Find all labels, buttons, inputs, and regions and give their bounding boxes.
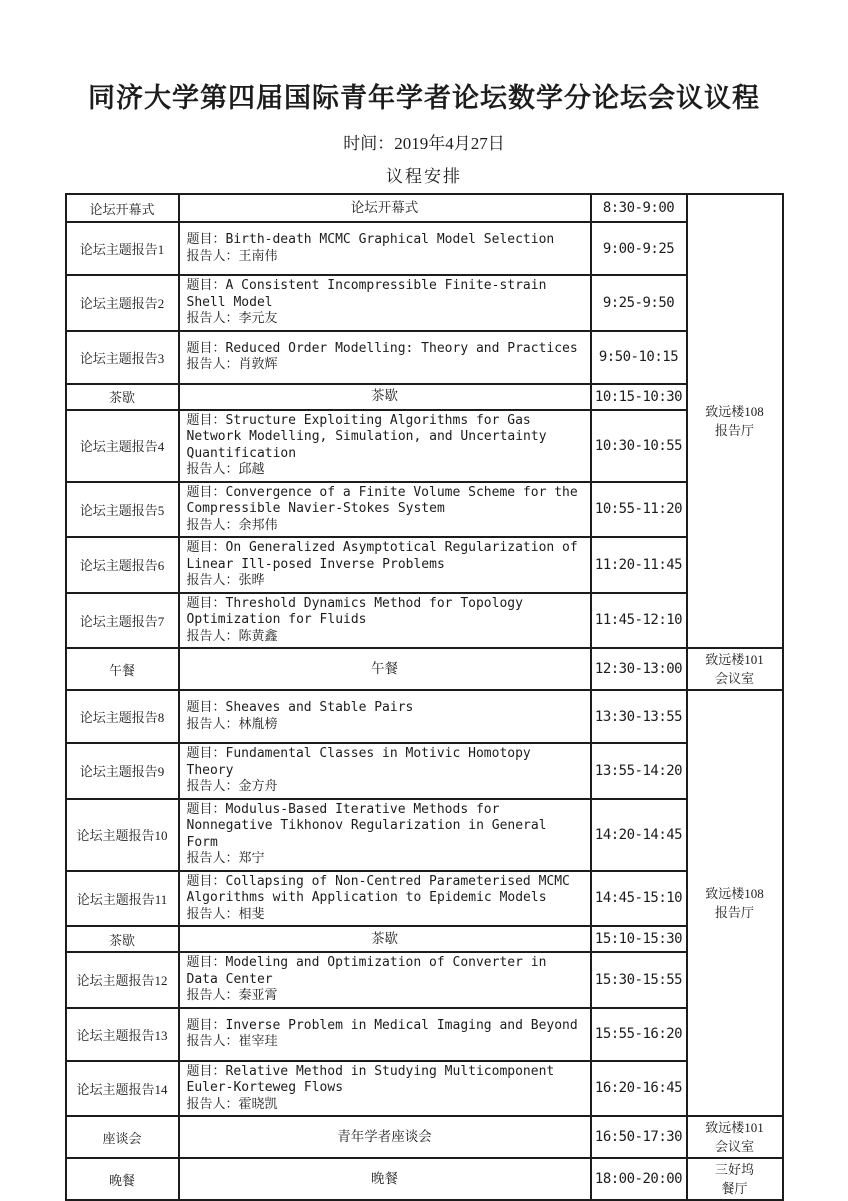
talk-topic <box>187 413 583 463</box>
time-cell: 14:20-14:45 <box>591 799 687 871</box>
topic-label: 题目： <box>186 484 226 500</box>
talk-topic <box>187 1018 583 1035</box>
table-row-talk-2 <box>66 275 783 331</box>
location-line2: 报告厅 <box>714 423 754 438</box>
talk-topic <box>187 232 583 249</box>
talk-speaker <box>187 851 583 868</box>
topic-text: Convergence of a Finite Volume Scheme for the Compressible Navier-Stokes System <box>186 484 578 516</box>
speaker-label: 报告人： <box>186 248 239 264</box>
table-row-opening <box>66 194 783 222</box>
content-cell <box>179 1008 591 1061</box>
talk-speaker <box>187 779 583 796</box>
table-row-talk-14 <box>66 1061 783 1117</box>
topic-label: 题目： <box>186 1063 226 1079</box>
session-cell: 论坛主题报告2 <box>66 275 179 331</box>
talk-topic <box>187 746 583 779</box>
location-cell-lunch <box>687 648 783 690</box>
content-cell <box>179 871 591 927</box>
content-cell: 青年学者座谈会 <box>179 1116 591 1158</box>
content-cell <box>179 482 591 538</box>
session-cell: 午餐 <box>66 648 179 690</box>
time-cell: 8:30-9:00 <box>591 194 687 222</box>
table-row-talk-12 <box>66 952 783 1008</box>
location-cell-morning <box>687 194 783 648</box>
speaker-label: 报告人： <box>186 716 239 732</box>
talk-speaker <box>187 311 583 328</box>
content-cell <box>179 275 591 331</box>
time-cell: 10:15-10:30 <box>591 384 687 410</box>
location-line2: 会议室 <box>714 1139 754 1154</box>
session-cell: 晚餐 <box>66 1158 179 1200</box>
time-cell: 16:20-16:45 <box>591 1061 687 1117</box>
speaker-label: 报告人： <box>186 1096 239 1112</box>
talk-speaker <box>187 1034 583 1051</box>
topic-label: 题目： <box>186 873 226 889</box>
time-cell: 12:30-13:00 <box>591 648 687 690</box>
talk-speaker <box>187 249 583 266</box>
topic-text: Sheaves and Stable Pairs <box>225 700 414 715</box>
speaker-label: 报告人： <box>186 462 239 477</box>
speaker-name: 崔宰珪 <box>238 1034 278 1049</box>
topic-label: 题目： <box>186 746 226 761</box>
time-cell: 10:55-11:20 <box>591 482 687 538</box>
talk-speaker <box>187 717 583 734</box>
speaker-label: 报告人： <box>186 517 239 533</box>
session-cell: 茶歇 <box>66 926 179 952</box>
session-cell: 论坛主题报告1 <box>66 222 179 275</box>
topic-label: 题目： <box>186 540 226 555</box>
speaker-name: 林胤榜 <box>238 716 278 732</box>
time-cell: 16:50-17:30 <box>591 1116 687 1158</box>
location-line2: 餐厅 <box>721 1181 748 1196</box>
content-cell: 茶歇 <box>179 926 591 952</box>
table-row-talk-11 <box>66 871 783 927</box>
content-cell <box>179 331 591 384</box>
topic-text: Inverse Problem in Medical Imaging and Beyond <box>225 1017 578 1033</box>
talk-topic <box>187 874 583 907</box>
topic-label: 题目： <box>186 595 226 611</box>
table-row-talk-4 <box>66 410 783 482</box>
talk-topic <box>187 1064 583 1097</box>
speaker-label: 报告人： <box>186 851 239 866</box>
topic-label: 题目： <box>186 412 226 428</box>
talk-speaker <box>187 462 583 479</box>
location-cell-afternoon <box>687 690 783 1116</box>
time-cell: 15:10-15:30 <box>591 926 687 952</box>
location-line2: 会议室 <box>714 671 754 686</box>
table-row-talk-7 <box>66 593 783 649</box>
speaker-name: 金方舟 <box>238 779 278 794</box>
talk-topic <box>187 278 583 311</box>
speaker-name: 王南伟 <box>238 248 278 264</box>
topic-text: On Generalized Asymptotical Regularization of Linear Ill-posed Inverse Problems <box>186 540 578 572</box>
table-row-lunch <box>66 648 783 690</box>
topic-label: 题目： <box>186 278 226 293</box>
location-line1: 三好坞 <box>714 1162 754 1177</box>
session-cell: 论坛主题报告14 <box>66 1061 179 1117</box>
time-cell: 15:30-15:55 <box>591 952 687 1008</box>
table-row-talk-6 <box>66 537 783 593</box>
table-row-talk-3 <box>66 331 783 384</box>
talk-speaker <box>187 629 583 646</box>
talk-speaker <box>187 518 583 535</box>
time-cell: 13:55-14:20 <box>591 743 687 799</box>
session-cell: 论坛主题报告9 <box>66 743 179 799</box>
session-cell: 茶歇 <box>66 384 179 410</box>
speaker-name: 秦亚霄 <box>238 988 278 1003</box>
speaker-label: 报告人： <box>186 988 239 1003</box>
content-cell <box>179 537 591 593</box>
talk-speaker <box>187 1097 583 1114</box>
content-cell: 论坛开幕式 <box>179 194 591 222</box>
table-row-talk-9 <box>66 743 783 799</box>
content-cell <box>179 743 591 799</box>
topic-text: Threshold Dynamics Method for Topology Optimization for Fluids <box>186 595 523 627</box>
topic-label: 题目： <box>186 340 226 356</box>
session-cell: 论坛开幕式 <box>66 194 179 222</box>
date-line: 时间：2019年4月27日 <box>343 134 505 153</box>
time-cell: 11:45-12:10 <box>591 593 687 649</box>
speaker-name: 张晔 <box>238 573 265 588</box>
table-row-talk-13 <box>66 1008 783 1061</box>
location-line1: 致远楼101 <box>705 652 764 667</box>
topic-text: Modulus-Based Iterative Methods for Nonnegative Tikhonov Regularization in General Form <box>186 801 547 850</box>
agenda-table <box>65 193 784 1201</box>
speaker-name: 李元友 <box>238 311 278 326</box>
time-cell: 15:55-16:20 <box>591 1008 687 1061</box>
agenda-subtitle: 议程安排 <box>386 167 462 186</box>
talk-topic <box>187 596 583 629</box>
location-line1: 致远楼108 <box>705 886 764 901</box>
location-line1: 致远楼101 <box>705 1120 764 1135</box>
content-cell <box>179 222 591 275</box>
content-cell <box>179 690 591 743</box>
content-cell: 午餐 <box>179 648 591 690</box>
talk-topic <box>187 540 583 573</box>
speaker-name: 霍晓凯 <box>238 1096 278 1112</box>
topic-text: Fundamental Classes in Motivic Homotopy Theory <box>186 746 531 778</box>
talk-topic <box>187 341 583 358</box>
session-cell: 论坛主题报告10 <box>66 799 179 871</box>
talk-speaker <box>187 907 583 924</box>
content-cell <box>179 952 591 1008</box>
speaker-name: 肖敦辉 <box>238 357 278 372</box>
speaker-name: 相斐 <box>238 906 265 922</box>
content-cell <box>179 410 591 482</box>
table-row-teabreak-1 <box>66 384 783 410</box>
session-cell: 论坛主题报告11 <box>66 871 179 927</box>
speaker-name: 余邦伟 <box>238 517 278 533</box>
topic-text: Relative Method in Studying Multicomponent Euler-Korteweg Flows <box>186 1063 555 1095</box>
table-row-talk-5 <box>66 482 783 538</box>
session-cell: 论坛主题报告12 <box>66 952 179 1008</box>
topic-text: Collapsing of Non-Centred Parameterised MCMC Algorithms with Application to Epidemic Models <box>186 873 570 905</box>
time-cell: 9:00-9:25 <box>591 222 687 275</box>
topic-label: 题目： <box>186 1017 226 1033</box>
session-cell: 论坛主题报告6 <box>66 537 179 593</box>
content-cell: 晚餐 <box>179 1158 591 1200</box>
table-row-talk-8 <box>66 690 783 743</box>
topic-text: Modeling and Optimization of Converter in Data Center <box>186 955 547 987</box>
speaker-label: 报告人： <box>186 357 239 372</box>
speaker-name: 邱越 <box>238 462 265 477</box>
session-cell: 论坛主题报告7 <box>66 593 179 649</box>
topic-text: Birth-death MCMC Graphical Model Selection <box>225 232 555 247</box>
time-cell: 9:50-10:15 <box>591 331 687 384</box>
speaker-label: 报告人： <box>186 1034 239 1049</box>
topic-text: Structure Exploiting Algorithms for Gas Network Modelling, Simulation, and Uncertainty Quantification <box>186 412 547 461</box>
speaker-label: 报告人： <box>186 628 239 644</box>
speaker-label: 报告人： <box>186 906 239 922</box>
time-cell: 11:20-11:45 <box>591 537 687 593</box>
session-cell: 座谈会 <box>66 1116 179 1158</box>
session-cell: 论坛主题报告5 <box>66 482 179 538</box>
talk-speaker <box>187 988 583 1005</box>
talk-topic <box>187 802 583 852</box>
page-title: 同济大学第四届国际青年学者论坛数学分论坛会议议程 <box>88 83 760 113</box>
time-cell: 14:45-15:10 <box>591 871 687 927</box>
table-row-talk-1 <box>66 222 783 275</box>
topic-label: 题目： <box>186 955 226 970</box>
table-row-teabreak-2 <box>66 926 783 952</box>
session-cell: 论坛主题报告8 <box>66 690 179 743</box>
talk-topic <box>187 485 583 518</box>
time-cell: 18:00-20:00 <box>591 1158 687 1200</box>
topic-label: 题目： <box>186 700 226 715</box>
talk-speaker <box>187 357 583 374</box>
session-cell: 论坛主题报告4 <box>66 410 179 482</box>
content-cell: 茶歇 <box>179 384 591 410</box>
speaker-label: 报告人： <box>186 311 239 326</box>
time-cell: 13:30-13:55 <box>591 690 687 743</box>
location-cell-dinner <box>687 1158 783 1200</box>
talk-topic <box>187 955 583 988</box>
talk-topic <box>187 700 583 717</box>
content-cell <box>179 593 591 649</box>
time-cell: 10:30-10:55 <box>591 410 687 482</box>
topic-text: A Consistent Incompressible Finite-strain Shell Model <box>186 278 547 310</box>
content-cell <box>179 1061 591 1117</box>
topic-label: 题目： <box>186 232 226 247</box>
talk-speaker <box>187 573 583 590</box>
topic-text: Reduced Order Modelling: Theory and Practices <box>225 340 578 356</box>
time-cell: 9:25-9:50 <box>591 275 687 331</box>
table-row-symposium <box>66 1116 783 1158</box>
content-cell <box>179 799 591 871</box>
location-line1: 致远楼108 <box>705 404 764 419</box>
table-row-talk-10 <box>66 799 783 871</box>
topic-label: 题目： <box>186 801 226 817</box>
speaker-name: 陈黄鑫 <box>238 628 278 644</box>
speaker-name: 郑宁 <box>238 851 265 866</box>
speaker-label: 报告人： <box>186 779 239 794</box>
session-cell: 论坛主题报告3 <box>66 331 179 384</box>
table-row-dinner <box>66 1158 783 1200</box>
session-cell: 论坛主题报告13 <box>66 1008 179 1061</box>
speaker-label: 报告人： <box>186 573 239 588</box>
location-cell-symposium <box>687 1116 783 1158</box>
location-line2: 报告厅 <box>714 905 754 920</box>
